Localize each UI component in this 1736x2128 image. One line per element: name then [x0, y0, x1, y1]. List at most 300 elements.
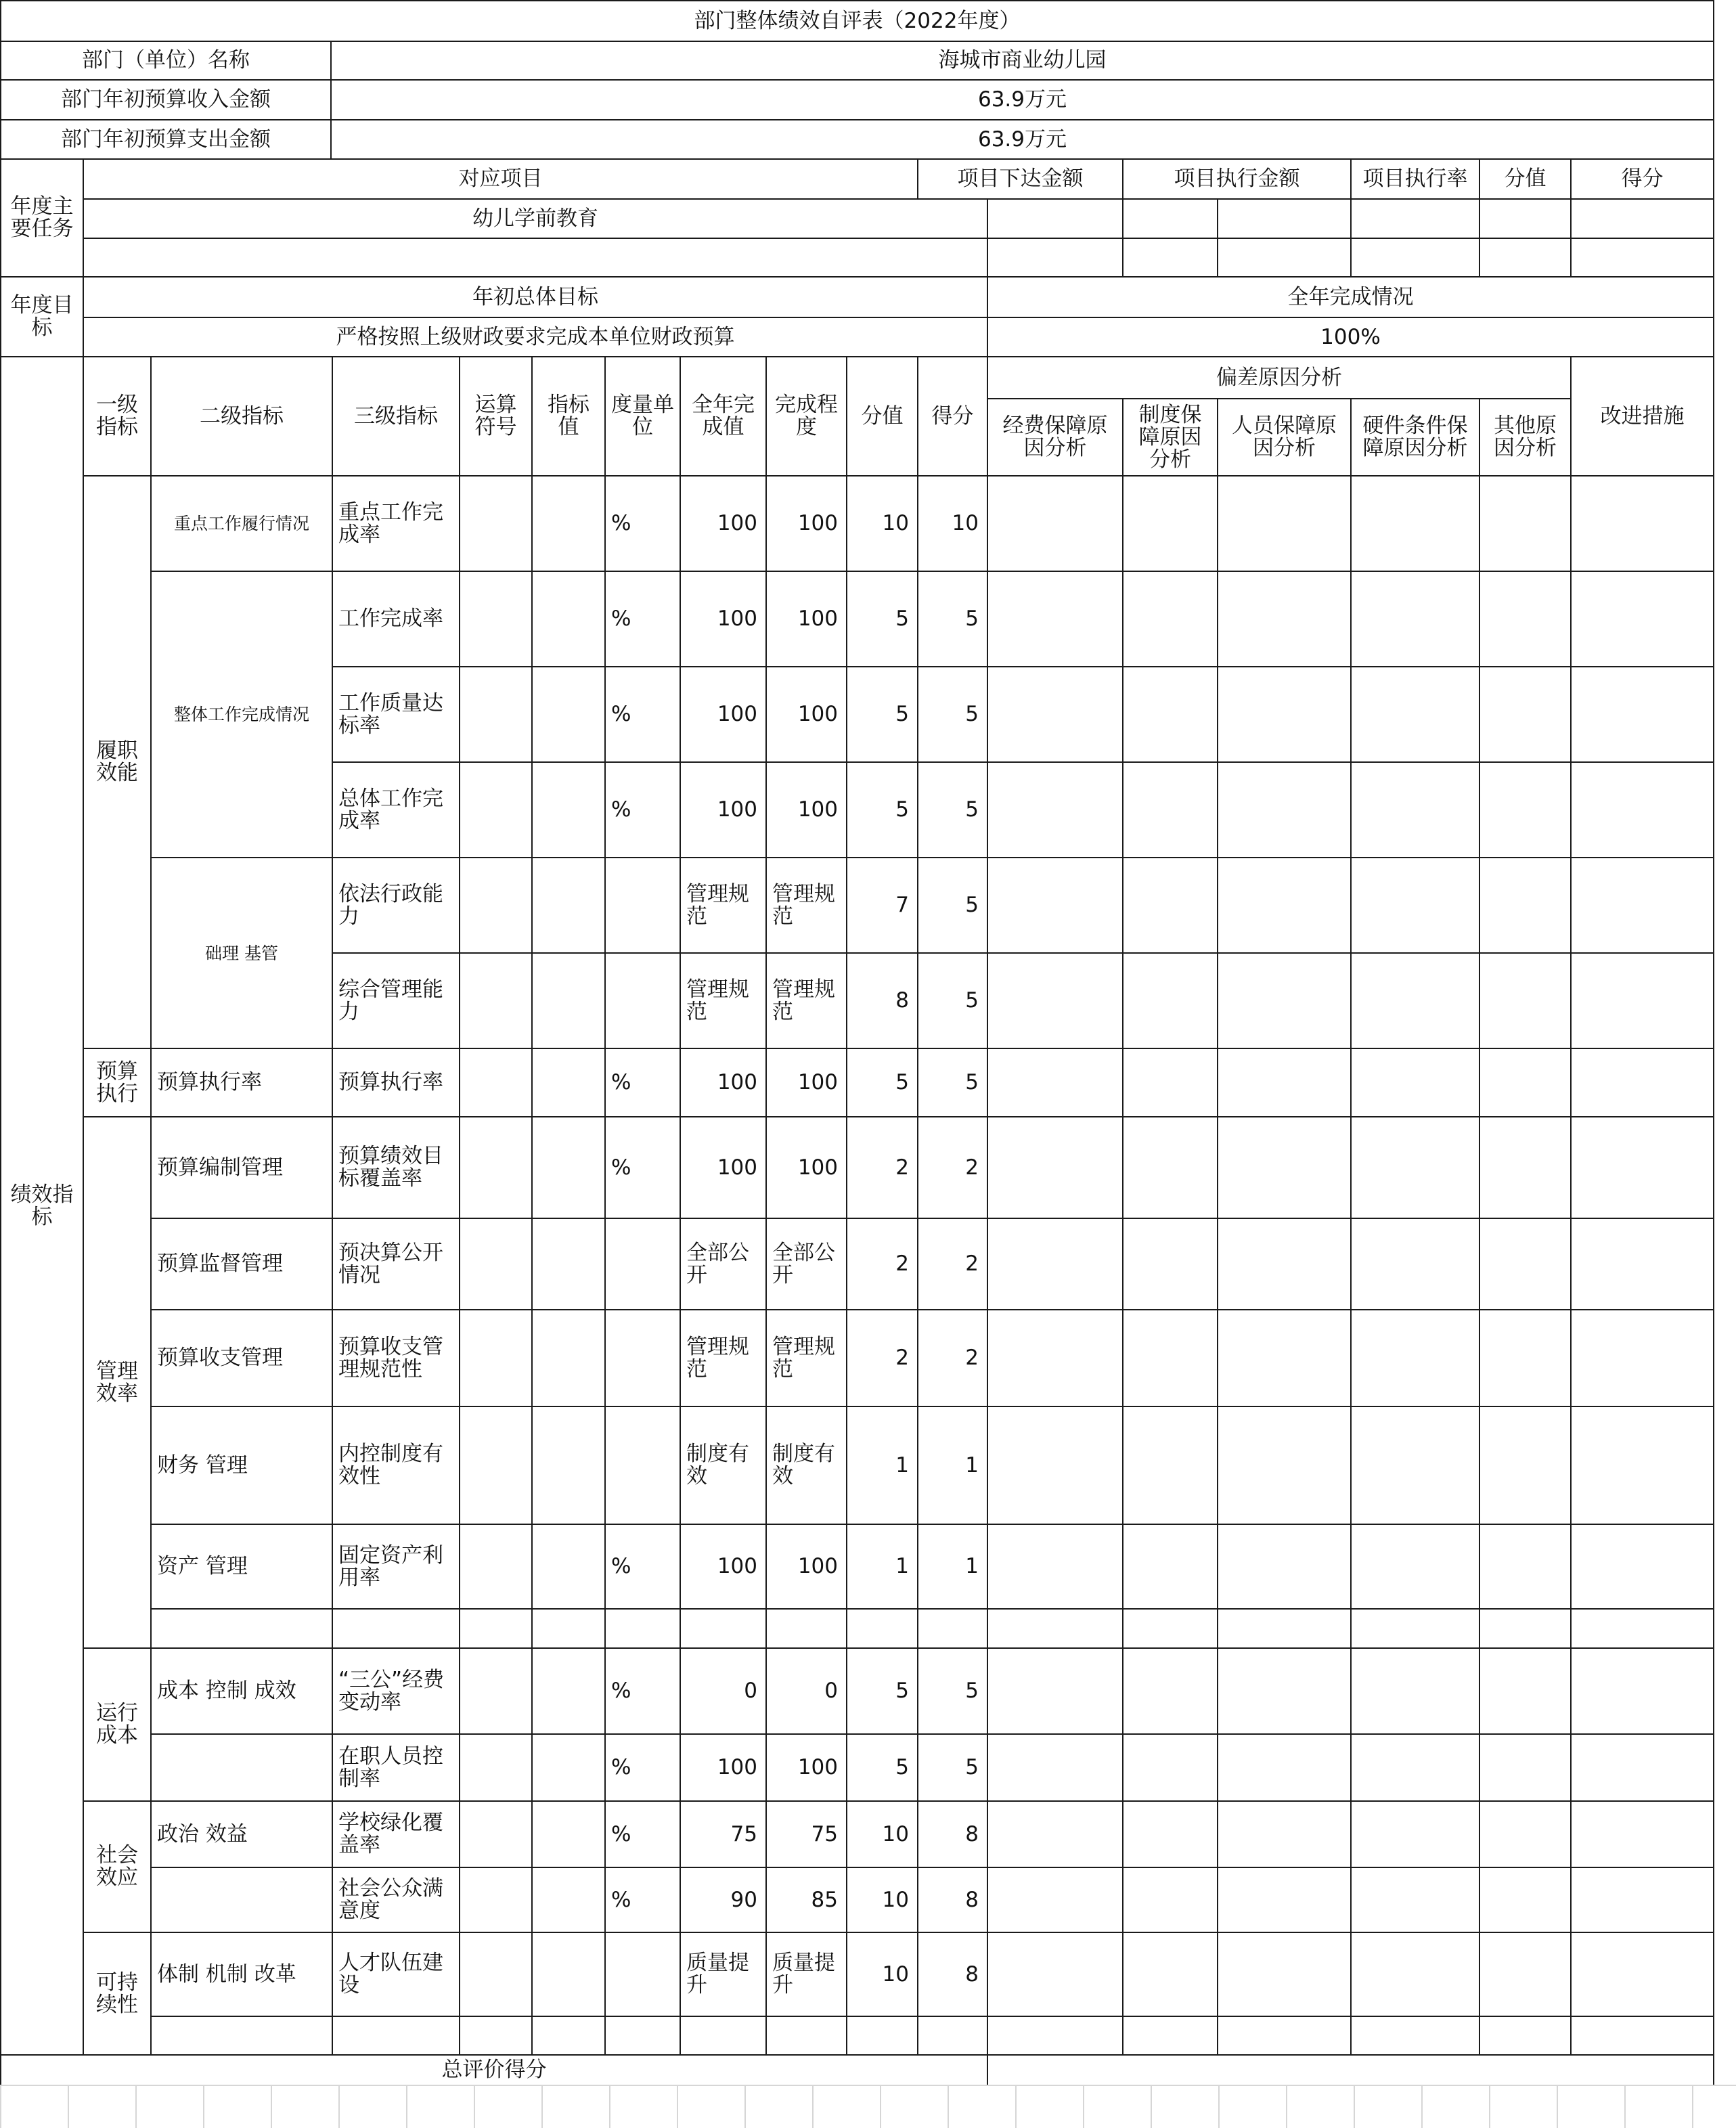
hdr-dev-hardware: 硬件条件保障原因分析	[1350, 398, 1480, 476]
level3-indicator: 学校绿化覆盖率	[332, 1800, 460, 1868]
analysis-cell	[1350, 952, 1480, 1049]
score-cell: 5	[917, 1733, 988, 1802]
task-row-cell	[1217, 198, 1352, 239]
annual-value-cell: 100	[680, 1733, 767, 1802]
level2-group	[150, 2016, 333, 2056]
task-row-cell	[1217, 238, 1352, 278]
operator-cell	[459, 1867, 533, 1933]
task-row-cell	[1122, 198, 1218, 239]
task-row-project: 幼儿学前教育	[83, 198, 988, 239]
analysis-cell	[1570, 1309, 1714, 1407]
score-cell: 5	[917, 1647, 988, 1735]
degree-cell: 100	[765, 571, 847, 667]
annual-value-cell: 90	[680, 1867, 767, 1933]
tasks-col-points: 分值	[1479, 158, 1572, 200]
level1-group: 运行成本	[83, 1647, 152, 1802]
degree-cell: 100	[765, 666, 847, 763]
level3-indicator: 总体工作完成率	[332, 761, 460, 858]
task-row-cell	[1570, 238, 1714, 278]
task-row-cell	[1122, 238, 1218, 278]
analysis-cell	[1350, 2016, 1480, 2056]
index-value-cell	[531, 475, 606, 572]
analysis-cell	[1570, 1733, 1714, 1802]
unit-cell: %	[604, 666, 681, 763]
task-row-cell	[987, 238, 1123, 278]
analysis-cell	[1122, 1647, 1218, 1735]
analysis-cell	[1217, 1524, 1352, 1610]
dept-label: 部门（单位）名称	[0, 41, 332, 81]
level3-indicator: 内控制度有效性	[332, 1406, 460, 1525]
analysis-cell	[1122, 1218, 1218, 1310]
analysis-cell	[1479, 857, 1572, 954]
points-cell: 8	[846, 952, 918, 1049]
index-value-cell	[531, 666, 606, 763]
index-value-cell	[531, 1867, 606, 1933]
unit-cell: %	[604, 1867, 681, 1933]
analysis-cell	[1350, 761, 1480, 858]
analysis-cell	[987, 1309, 1123, 1407]
tasks-col-project: 对应项目	[83, 158, 918, 200]
index-value-cell	[531, 1406, 606, 1525]
analysis-cell	[987, 761, 1123, 858]
annual-value-cell: 100	[680, 571, 767, 667]
points-cell: 2	[846, 1309, 918, 1407]
analysis-cell	[1122, 1608, 1218, 1649]
unit-cell: %	[604, 1800, 681, 1868]
annual-value-cell: 100	[680, 1116, 767, 1219]
operator-cell	[459, 1406, 533, 1525]
analysis-cell	[1122, 1309, 1218, 1407]
operator-cell	[459, 857, 533, 954]
level3-indicator: 预算绩效目标覆盖率	[332, 1116, 460, 1219]
level1-group: 社会效应	[83, 1800, 152, 1933]
level3-indicator: 工作完成率	[332, 571, 460, 667]
hdr-dev-personnel: 人员保障原因分析	[1217, 398, 1352, 476]
operator-cell	[459, 571, 533, 667]
analysis-cell	[987, 1116, 1123, 1219]
analysis-cell	[1122, 1932, 1218, 2017]
analysis-cell	[987, 1524, 1123, 1610]
tasks-section-label: 年度主要任务	[0, 158, 84, 278]
points-cell: 10	[846, 475, 918, 572]
operator-cell	[459, 666, 533, 763]
analysis-cell	[1479, 1733, 1572, 1802]
level2-group	[150, 1733, 333, 1802]
task-row-cell	[1479, 198, 1572, 239]
index-value-cell	[531, 1524, 606, 1610]
analysis-cell	[1217, 1608, 1352, 1649]
analysis-cell	[1217, 571, 1352, 667]
score-cell: 5	[917, 571, 988, 667]
hdr-dev-system: 制度保障原因分析	[1122, 398, 1218, 476]
analysis-cell	[1217, 1932, 1352, 2017]
indicators-section-label: 绩效指标	[0, 356, 84, 2056]
points-cell: 5	[846, 1048, 918, 1117]
annual-value-cell: 100	[680, 761, 767, 858]
score-cell: 2	[917, 1309, 988, 1407]
level3-indicator: 社会公众满意度	[332, 1867, 460, 1933]
analysis-cell	[987, 1800, 1123, 1868]
hdr-annual-value: 全年完成值	[680, 356, 767, 476]
analysis-cell	[1479, 1406, 1572, 1525]
analysis-cell	[1217, 1309, 1352, 1407]
level2-group	[150, 1608, 333, 1649]
score-cell: 5	[917, 761, 988, 858]
annual-value-cell: 0	[680, 1647, 767, 1735]
score-cell: 8	[917, 1867, 988, 1933]
points-cell	[846, 1608, 918, 1649]
tasks-col-score: 得分	[1570, 158, 1714, 200]
level3-indicator: 人才队伍建设	[332, 1932, 460, 2017]
level3-indicator	[332, 2016, 460, 2056]
annual-value-cell: 100	[680, 666, 767, 763]
analysis-cell	[1122, 1048, 1218, 1117]
analysis-cell	[1350, 666, 1480, 763]
task-row-cell	[1350, 198, 1480, 239]
index-value-cell	[531, 1733, 606, 1802]
hdr-level3: 三级指标	[332, 356, 460, 476]
level2-group: 预算执行率	[150, 1048, 333, 1117]
analysis-cell	[1350, 1647, 1480, 1735]
analysis-cell	[1217, 666, 1352, 763]
analysis-cell	[1350, 475, 1480, 572]
analysis-cell	[1122, 1733, 1218, 1802]
unit-cell	[604, 857, 681, 954]
degree-cell	[765, 2016, 847, 2056]
analysis-cell	[1479, 1524, 1572, 1610]
sheet-gridlines	[0, 2085, 1736, 2128]
analysis-cell	[987, 666, 1123, 763]
level2-group: 资产 管理	[150, 1524, 333, 1610]
analysis-cell	[1217, 1048, 1352, 1117]
points-cell: 10	[846, 1867, 918, 1933]
analysis-cell	[1122, 1524, 1218, 1610]
unit-cell: %	[604, 571, 681, 667]
analysis-cell	[1570, 761, 1714, 858]
annual-value-cell: 质量提升	[680, 1932, 767, 2017]
score-cell: 2	[917, 1218, 988, 1310]
analysis-cell	[1479, 475, 1572, 572]
annual-value-cell: 管理规范	[680, 952, 767, 1049]
operator-cell	[459, 1647, 533, 1735]
degree-cell: 制度有效	[765, 1406, 847, 1525]
annual-value-cell: 100	[680, 1048, 767, 1117]
analysis-cell	[1217, 1867, 1352, 1933]
hdr-level2: 二级指标	[150, 356, 333, 476]
degree-cell: 100	[765, 1524, 847, 1610]
page-title: 部门整体绩效自评表（2022年度）	[0, 0, 1714, 42]
operator-cell	[459, 1218, 533, 1310]
analysis-cell	[1479, 1867, 1572, 1933]
analysis-cell	[1122, 761, 1218, 858]
points-cell: 2	[846, 1218, 918, 1310]
level3-indicator: “三公”经费变动率	[332, 1647, 460, 1735]
analysis-cell	[987, 1733, 1123, 1802]
operator-cell	[459, 1800, 533, 1868]
points-cell: 2	[846, 1116, 918, 1219]
analysis-cell	[1122, 475, 1218, 572]
annual-value-cell	[680, 1608, 767, 1649]
analysis-cell	[1350, 571, 1480, 667]
analysis-cell	[1570, 571, 1714, 667]
task-row-cell	[1350, 238, 1480, 278]
analysis-cell	[1122, 952, 1218, 1049]
goals-section-label: 年度目标	[0, 276, 84, 357]
degree-cell: 100	[765, 1733, 847, 1802]
analysis-cell	[987, 475, 1123, 572]
operator-cell	[459, 1116, 533, 1219]
index-value-cell	[531, 571, 606, 667]
analysis-cell	[1479, 1116, 1572, 1219]
score-cell: 1	[917, 1524, 988, 1610]
analysis-cell	[987, 1647, 1123, 1735]
analysis-cell	[1122, 857, 1218, 954]
score-cell: 5	[917, 1048, 988, 1117]
operator-cell	[459, 761, 533, 858]
analysis-cell	[1350, 1309, 1480, 1407]
level3-indicator: 依法行政能力	[332, 857, 460, 954]
analysis-cell	[1570, 1800, 1714, 1868]
income-label: 部门年初预算收入金额	[0, 79, 332, 120]
annual-value-cell: 100	[680, 1524, 767, 1610]
analysis-cell	[1570, 1867, 1714, 1933]
index-value-cell	[531, 1608, 606, 1649]
hdr-points: 分值	[846, 356, 918, 476]
analysis-cell	[1217, 1800, 1352, 1868]
analysis-cell	[1570, 1406, 1714, 1525]
index-value-cell	[531, 2016, 606, 2056]
analysis-cell	[1479, 2016, 1572, 2056]
operator-cell	[459, 1608, 533, 1649]
analysis-cell	[1570, 1932, 1714, 2017]
level3-indicator: 预决算公开情况	[332, 1218, 460, 1310]
annual-value-cell: 管理规范	[680, 1309, 767, 1407]
analysis-cell	[1350, 1116, 1480, 1219]
dept-value: 海城市商业幼儿园	[330, 41, 1714, 81]
analysis-cell	[1350, 1800, 1480, 1868]
analysis-cell	[1350, 1524, 1480, 1610]
level3-indicator: 预算执行率	[332, 1048, 460, 1117]
analysis-cell	[1122, 571, 1218, 667]
analysis-cell	[1479, 1309, 1572, 1407]
analysis-cell	[1570, 2016, 1714, 2056]
score-cell	[917, 1608, 988, 1649]
task-row-cell	[1570, 198, 1714, 239]
analysis-cell	[1350, 1218, 1480, 1310]
tasks-col-allocated: 项目下达金额	[917, 158, 1123, 200]
unit-cell	[604, 1406, 681, 1525]
analysis-cell	[987, 1406, 1123, 1525]
level3-indicator	[332, 1608, 460, 1649]
level3-indicator: 重点工作完成率	[332, 475, 460, 572]
hdr-degree: 完成程度	[765, 356, 847, 476]
level3-indicator: 固定资产利用率	[332, 1524, 460, 1610]
analysis-cell	[1350, 1932, 1480, 2017]
unit-cell	[604, 1608, 681, 1649]
analysis-cell	[1122, 1800, 1218, 1868]
analysis-cell	[1570, 1647, 1714, 1735]
analysis-cell	[1217, 857, 1352, 954]
analysis-cell	[1570, 952, 1714, 1049]
goals-col-completion: 全年完成情况	[987, 276, 1714, 318]
unit-cell: %	[604, 1733, 681, 1802]
level3-indicator: 工作质量达标率	[332, 666, 460, 763]
level2-group: 预算监督管理	[150, 1218, 333, 1310]
analysis-cell	[1570, 1048, 1714, 1117]
analysis-cell	[1479, 1608, 1572, 1649]
points-cell: 7	[846, 857, 918, 954]
unit-cell	[604, 1309, 681, 1407]
level3-indicator: 预算收支管理规范性	[332, 1309, 460, 1407]
task-row-empty	[83, 238, 988, 278]
index-value-cell	[531, 1932, 606, 2017]
index-value-cell	[531, 952, 606, 1049]
total-label: 总评价得分	[0, 2054, 988, 2086]
operator-cell	[459, 1048, 533, 1117]
analysis-cell	[1122, 1406, 1218, 1525]
index-value-cell	[531, 1048, 606, 1117]
degree-cell: 100	[765, 1048, 847, 1117]
degree-cell: 全部公开	[765, 1218, 847, 1310]
analysis-cell	[1479, 1048, 1572, 1117]
level1-group: 管理效率	[83, 1116, 152, 1649]
analysis-cell	[1122, 666, 1218, 763]
analysis-cell	[1350, 1406, 1480, 1525]
analysis-cell	[1570, 857, 1714, 954]
analysis-cell	[987, 1608, 1123, 1649]
analysis-cell	[987, 571, 1123, 667]
unit-cell	[604, 2016, 681, 2056]
income-value: 63.9万元	[330, 79, 1714, 120]
score-cell: 8	[917, 1800, 988, 1868]
points-cell: 10	[846, 1800, 918, 1868]
hdr-index-value: 指标值	[531, 356, 606, 476]
index-value-cell	[531, 1116, 606, 1219]
degree-cell: 100	[765, 1116, 847, 1219]
total-value	[987, 2054, 1714, 2086]
analysis-cell	[987, 857, 1123, 954]
hdr-score: 得分	[917, 356, 988, 476]
degree-cell: 85	[765, 1867, 847, 1933]
score-cell: 2	[917, 1116, 988, 1219]
hdr-dev-other: 其他原因分析	[1479, 398, 1572, 476]
hdr-dev-funding: 经费保障原因分析	[987, 398, 1123, 476]
score-cell: 1	[917, 1406, 988, 1525]
operator-cell	[459, 1733, 533, 1802]
annual-value-cell: 100	[680, 475, 767, 572]
analysis-cell	[1479, 761, 1572, 858]
analysis-cell	[987, 1867, 1123, 1933]
expense-value: 63.9万元	[330, 119, 1714, 160]
level2-group: 成本 控制 成效	[150, 1647, 333, 1735]
hdr-operator: 运算符号	[459, 356, 533, 476]
operator-cell	[459, 1932, 533, 2017]
tasks-col-rate: 项目执行率	[1350, 158, 1480, 200]
index-value-cell	[531, 857, 606, 954]
degree-cell	[765, 1608, 847, 1649]
points-cell: 5	[846, 761, 918, 858]
task-row-cell	[987, 198, 1123, 239]
analysis-cell	[1570, 1524, 1714, 1610]
analysis-cell	[1217, 761, 1352, 858]
degree-cell: 75	[765, 1800, 847, 1868]
index-value-cell	[531, 761, 606, 858]
operator-cell	[459, 1524, 533, 1610]
analysis-cell	[987, 2016, 1123, 2056]
analysis-cell	[1217, 1406, 1352, 1525]
index-value-cell	[531, 1800, 606, 1868]
points-cell: 5	[846, 1647, 918, 1735]
analysis-cell	[1122, 1116, 1218, 1219]
points-cell: 10	[846, 1932, 918, 2017]
analysis-cell	[1479, 1800, 1572, 1868]
score-cell	[917, 2016, 988, 2056]
level2-group	[150, 1867, 333, 1933]
level2-group: 体制 机制 改革	[150, 1932, 333, 2017]
level2-group: 整体工作完成情况	[150, 571, 333, 858]
score-cell: 5	[917, 666, 988, 763]
goals-completion-value: 100%	[987, 317, 1714, 357]
analysis-cell	[1570, 475, 1714, 572]
degree-cell: 管理规范	[765, 857, 847, 954]
degree-cell: 质量提升	[765, 1932, 847, 2017]
level1-group: 可持续性	[83, 1932, 152, 2056]
analysis-cell	[1217, 1647, 1352, 1735]
analysis-cell	[1350, 1048, 1480, 1117]
degree-cell: 100	[765, 475, 847, 572]
analysis-cell	[1570, 1218, 1714, 1310]
analysis-cell	[1570, 666, 1714, 763]
level1-group: 预算执行	[83, 1048, 152, 1117]
hdr-level1: 一级指标	[83, 356, 152, 476]
operator-cell	[459, 1309, 533, 1407]
unit-cell	[604, 1218, 681, 1310]
level2-group: 预算编制管理	[150, 1116, 333, 1219]
operator-cell	[459, 952, 533, 1049]
annual-value-cell: 75	[680, 1800, 767, 1868]
level2-group: 财务 管理	[150, 1406, 333, 1525]
operator-cell	[459, 2016, 533, 2056]
goals-col-target: 年初总体目标	[83, 276, 988, 318]
annual-value-cell: 管理规范	[680, 857, 767, 954]
analysis-cell	[1350, 857, 1480, 954]
analysis-cell	[987, 1048, 1123, 1117]
index-value-cell	[531, 1647, 606, 1735]
annual-value-cell: 制度有效	[680, 1406, 767, 1525]
task-row-cell	[1479, 238, 1572, 278]
unit-cell: %	[604, 1116, 681, 1219]
degree-cell: 管理规范	[765, 952, 847, 1049]
analysis-cell	[1217, 1116, 1352, 1219]
unit-cell: %	[604, 1524, 681, 1610]
unit-cell	[604, 952, 681, 1049]
operator-cell	[459, 475, 533, 572]
level2-group: 重点工作履行情况	[150, 475, 333, 572]
score-cell: 10	[917, 475, 988, 572]
analysis-cell	[1350, 1608, 1480, 1649]
index-value-cell	[531, 1218, 606, 1310]
analysis-cell	[987, 1932, 1123, 2017]
level2-group: 础理 基管	[150, 857, 333, 1049]
score-cell: 5	[917, 952, 988, 1049]
analysis-cell	[1570, 1608, 1714, 1649]
score-cell: 8	[917, 1932, 988, 2017]
hdr-unit: 度量单位	[604, 356, 681, 476]
level2-group: 预算收支管理	[150, 1309, 333, 1407]
unit-cell	[604, 1932, 681, 2017]
unit-cell: %	[604, 1647, 681, 1735]
analysis-cell	[1570, 1116, 1714, 1219]
